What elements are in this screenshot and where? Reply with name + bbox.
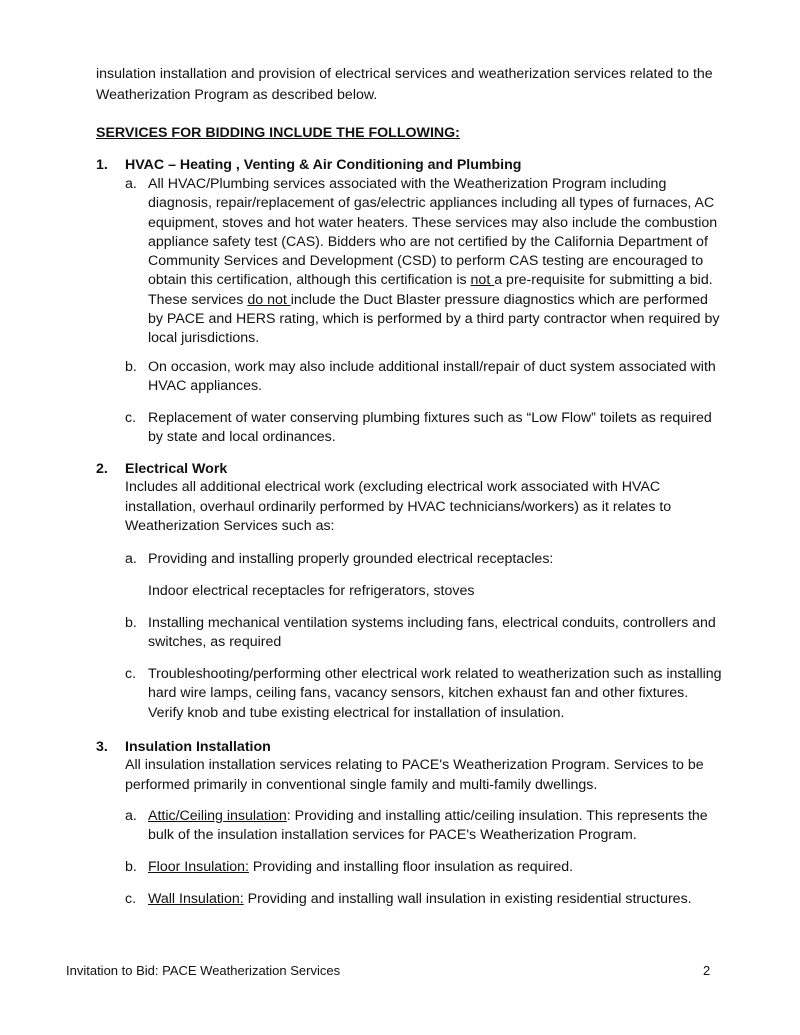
item-letter: b. <box>125 615 137 631</box>
item-text: On occasion, work may also include additional install/repair of duct system associated with HVAC appliances. <box>148 359 716 395</box>
page-number: 2 <box>703 963 711 978</box>
section-3-body: All insulation installation services relating to PACE's Weatherization Program. Services to be performed primarily in conventional single family and multi-family dwellings. <box>125 757 704 793</box>
item-letter: b. <box>125 859 137 875</box>
section-3-number: 3. <box>96 739 108 755</box>
item-text: All HVAC/Plumbing services associated with the Weatherization Program including diagnosis, repair/replacement of gas/electric appliances including all types of furnaces, AC equipment, stoves and hot water heaters. These services may also include the combustion appliance safety test (CAS). Bidders who are not certified by the California Department of Community Services and Development (CSD) to perform CAS testing are encouraged to obtain this certification, although this certification is not a pre-requisite for submitting a bid. These services do not include the Duct Blaster pressure diagnostics which are performed by PACE and HERS rating, which is performed by a third party contractor when required by local jurisdictions. <box>148 176 720 347</box>
list-item <box>125 358 725 397</box>
item-text: Replacement of water conserving plumbing fixtures such as “Low Flow” toilets as required by state and local ordinances. <box>148 410 712 446</box>
item-text: Attic/Ceiling insulation: Providing and installing attic/ceiling insulation. This represents the bulk of the insulation installation services for PACE's Weatherization Program. <box>148 808 708 844</box>
list-item <box>125 614 725 653</box>
list-item <box>125 807 725 846</box>
list-item <box>125 409 725 448</box>
item-text: Wall Insulation: Providing and installing wall insulation in existing residential structures. <box>148 891 692 907</box>
item-letter: b. <box>125 359 137 375</box>
list-item <box>125 890 725 909</box>
intro-paragraph: insulation installation and provision of electrical services and weatherization services related to the Weatherization Program as described below. <box>96 66 713 103</box>
item-subtext: Indoor electrical receptacles for refrigerators, stoves <box>148 583 475 599</box>
item-text: Troubleshooting/performing other electrical work related to weatherization such as installing hard wire lamps, ceiling fans, vacancy sensors, kitchen exhaust fan and other fixtures. Verify knob and tube existing electrical for installation of insulation. <box>148 666 722 721</box>
section-2-body: Includes all additional electrical work (excluding electrical work associated with HVAC installation, overhaul ordinarily performed by HVAC technicians/workers) as it relates to Weatherization Services such as: <box>125 479 672 534</box>
services-heading: SERVICES FOR BIDDING INCLUDE THE FOLLOWING: <box>96 125 460 141</box>
list-item <box>125 858 725 877</box>
section-3-title: Insulation Installation <box>125 739 271 755</box>
item-letter: c. <box>125 891 137 907</box>
list-item <box>125 665 725 723</box>
item-letter: a. <box>125 808 137 824</box>
section-1-number: 1. <box>96 157 108 173</box>
item-text: Floor Insulation: Providing and installing floor insulation as required. <box>148 859 574 875</box>
item-letter: c. <box>125 666 137 682</box>
footer-title: Invitation to Bid: PACE Weatherization Services <box>66 963 341 978</box>
section-2-number: 2. <box>96 461 108 477</box>
list-item <box>125 175 725 349</box>
section-2-title: Electrical Work <box>125 461 228 477</box>
item-text: Providing and installing properly grounded electrical receptacles: <box>148 551 554 567</box>
list-item-sub <box>125 582 725 601</box>
item-text: Installing mechanical ventilation systems including fans, electrical conduits, controllers and switches, as required <box>148 615 716 651</box>
item-letter: c. <box>125 410 137 426</box>
item-letter: a. <box>125 551 137 567</box>
section-1-title: HVAC – Heating , Venting & Air Conditioning and Plumbing <box>125 157 522 173</box>
item-letter: a. <box>125 176 137 192</box>
list-item <box>125 550 725 569</box>
